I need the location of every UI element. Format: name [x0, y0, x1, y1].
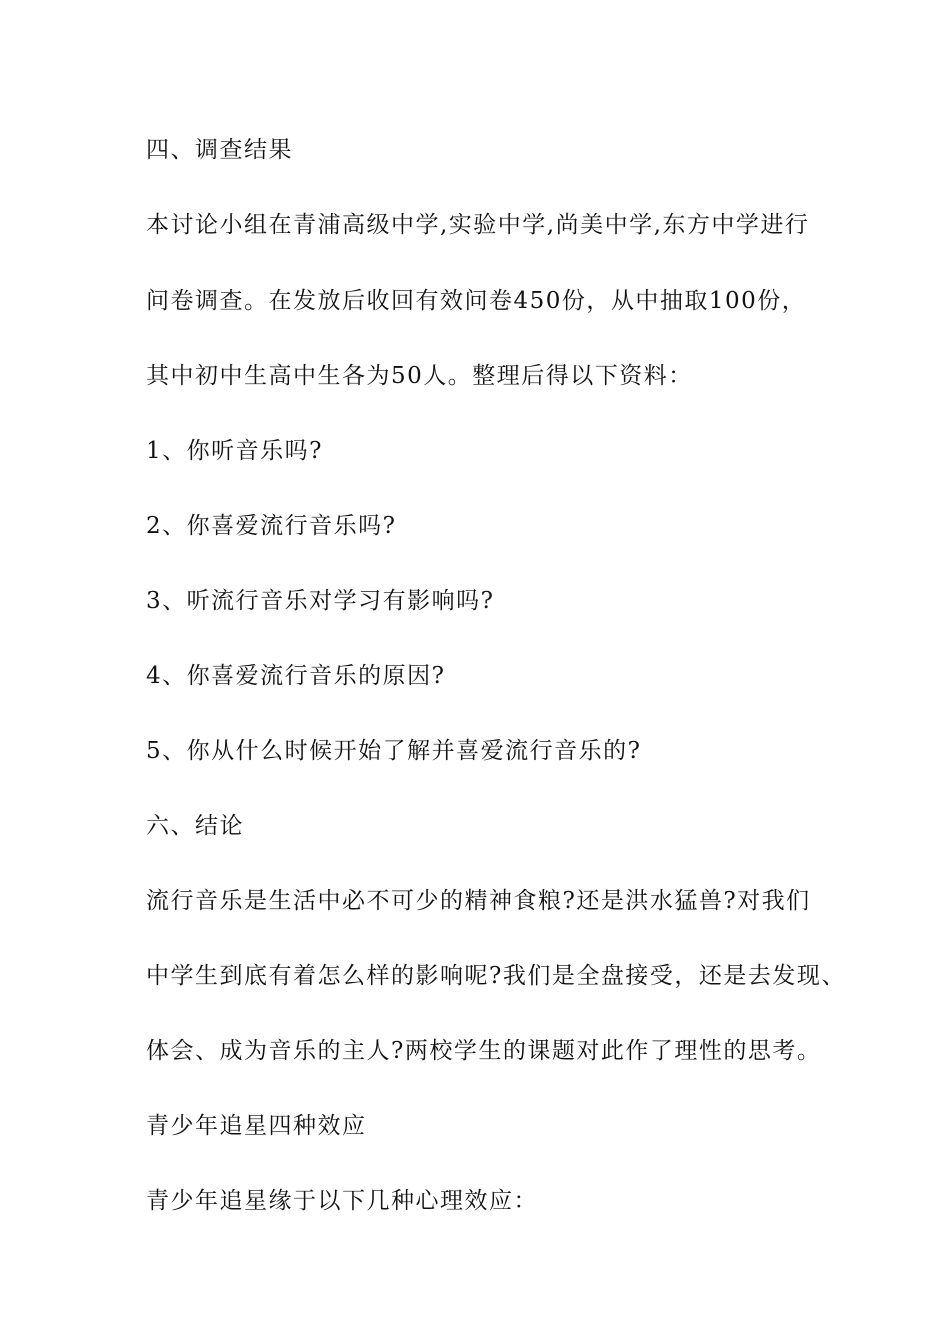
paragraph-line: 问卷调查。在发放后收回有效问卷450份，从中抽取100份，: [146, 288, 807, 314]
section-heading-conclusion: 六、结论: [146, 813, 244, 839]
paragraph-line: 本讨论小组在青浦高级中学,实验中学,尚美中学,东方中学进行: [146, 212, 810, 238]
section-heading-effects: 青少年追星四种效应: [146, 1113, 367, 1139]
section-heading-results: 四、调查结果: [146, 137, 293, 163]
question-item-4: 4、你喜爱流行音乐的原因?: [146, 663, 446, 689]
paragraph-line: 其中初中生高中生各为50人。整理后得以下资料：: [146, 363, 693, 389]
question-item-5: 5、你从什么时候开始了解并喜爱流行音乐的?: [146, 738, 642, 764]
paragraph-line: 流行音乐是生活中必不可少的精神食粮?还是洪水猛兽?对我们: [146, 888, 811, 914]
question-item-3: 3、听流行音乐对学习有影响吗?: [146, 588, 495, 614]
paragraph-line: 体会、成为音乐的主人?两校学生的课题对此作了理性的思考。: [146, 1038, 822, 1064]
question-item-1: 1、你听音乐吗?: [146, 438, 323, 464]
paragraph-line: 青少年追星缘于以下几种心理效应：: [146, 1188, 538, 1214]
paragraph-line: 中学生到底有着怎么样的影响呢?我们是全盘接受，还是去发现、: [146, 963, 846, 989]
question-item-2: 2、你喜爱流行音乐吗?: [146, 513, 397, 539]
